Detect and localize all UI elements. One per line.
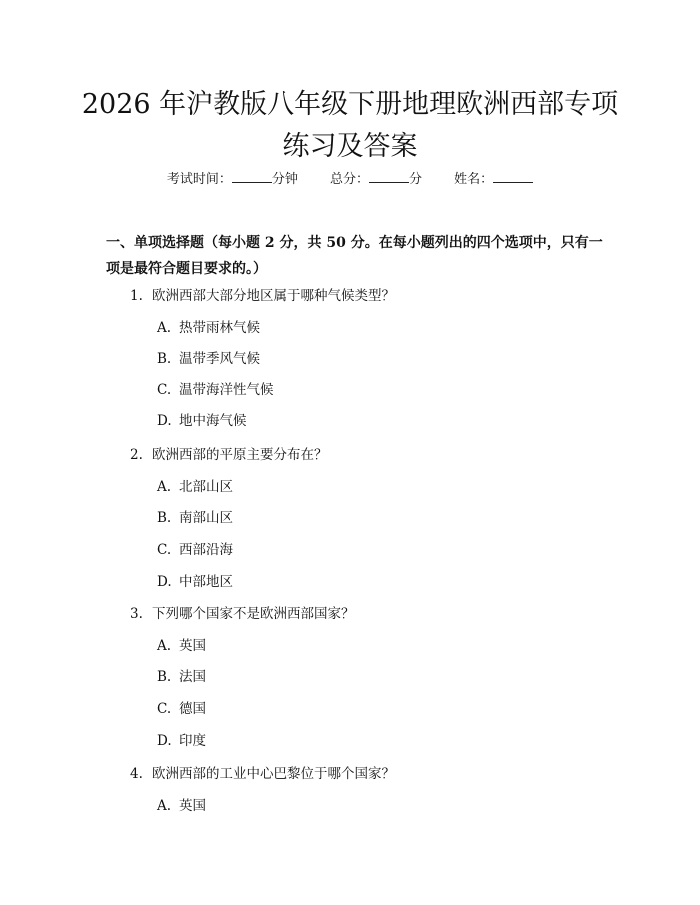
exam-time-unit: 分钟 [271,172,298,187]
option-letter: C. [157,382,172,398]
question-item [130,284,395,304]
answer-option [157,665,206,685]
option-text: 德国 [179,701,206,717]
exam-time-blank [232,170,272,183]
student-name-label: 姓名： [454,172,494,187]
answer-option [157,506,233,526]
option-letter: C. [157,701,172,717]
answer-option [157,409,247,429]
option-text: 地中海气候 [179,413,247,429]
document-title: 2026 年沪教版八年级下册地理欧洲西部专项练习及答案 [81,89,619,162]
answer-option [157,570,233,590]
section-heading: 一、单项选择题（每小题 2 分，共 50 分。在每小题列出的四个选项中，只有一项是最符合题目要求的。） [106,235,603,277]
option-text: 北部山区 [179,479,233,495]
question-text: 欧洲西部大部分地区属于哪种气候类型？ [152,288,395,304]
question-number: 1. [130,288,143,304]
answer-option [157,634,206,654]
option-letter: D. [157,574,172,590]
option-letter: B. [157,510,172,526]
option-letter: A. [157,798,172,814]
answer-option [157,316,260,336]
question-number: 3. [130,606,143,622]
option-text: 中部地区 [179,574,233,590]
option-text: 英国 [179,798,206,814]
option-text: 印度 [179,733,206,749]
option-text: 英国 [179,638,206,654]
option-letter: B. [157,669,172,685]
option-letter: C. [157,542,172,558]
answer-option [157,475,233,495]
option-letter: B. [157,351,172,367]
option-letter: A. [157,638,172,654]
question-text: 欧洲西部的平原主要分布在？ [152,447,328,463]
exam-time-label: 考试时间： [166,172,232,187]
answer-option [157,729,206,749]
student-name [454,172,533,187]
answer-option [157,697,206,717]
total-score-blank [369,170,409,183]
option-text: 温带海洋性气候 [179,382,274,398]
answer-option [157,378,274,398]
option-text: 热带雨林气候 [179,320,260,336]
student-name-blank [493,170,533,183]
question-item [130,443,328,463]
total-score [330,172,422,187]
exam-info [0,168,700,187]
option-text: 法国 [179,669,206,685]
question-item [130,762,395,782]
option-letter: A. [157,479,172,495]
question-number: 4. [130,766,143,782]
option-text: 西部沿海 [179,542,233,558]
question-text: 欧洲西部的工业中心巴黎位于哪个国家？ [152,766,395,782]
total-score-unit: 分 [409,172,423,187]
question-text: 下列哪个国家不是欧洲西部国家？ [152,606,355,622]
answer-option [157,347,260,367]
exam-time [167,172,298,187]
option-letter: D. [157,733,172,749]
option-letter: A. [157,320,172,336]
total-score-label: 总分： [329,172,369,187]
option-text: 温带季风气候 [179,351,260,367]
option-letter: D. [157,413,172,429]
answer-option [157,538,233,558]
option-text: 南部山区 [179,510,233,526]
question-item [130,602,355,622]
question-number: 2. [130,447,143,463]
answer-option [157,794,206,814]
